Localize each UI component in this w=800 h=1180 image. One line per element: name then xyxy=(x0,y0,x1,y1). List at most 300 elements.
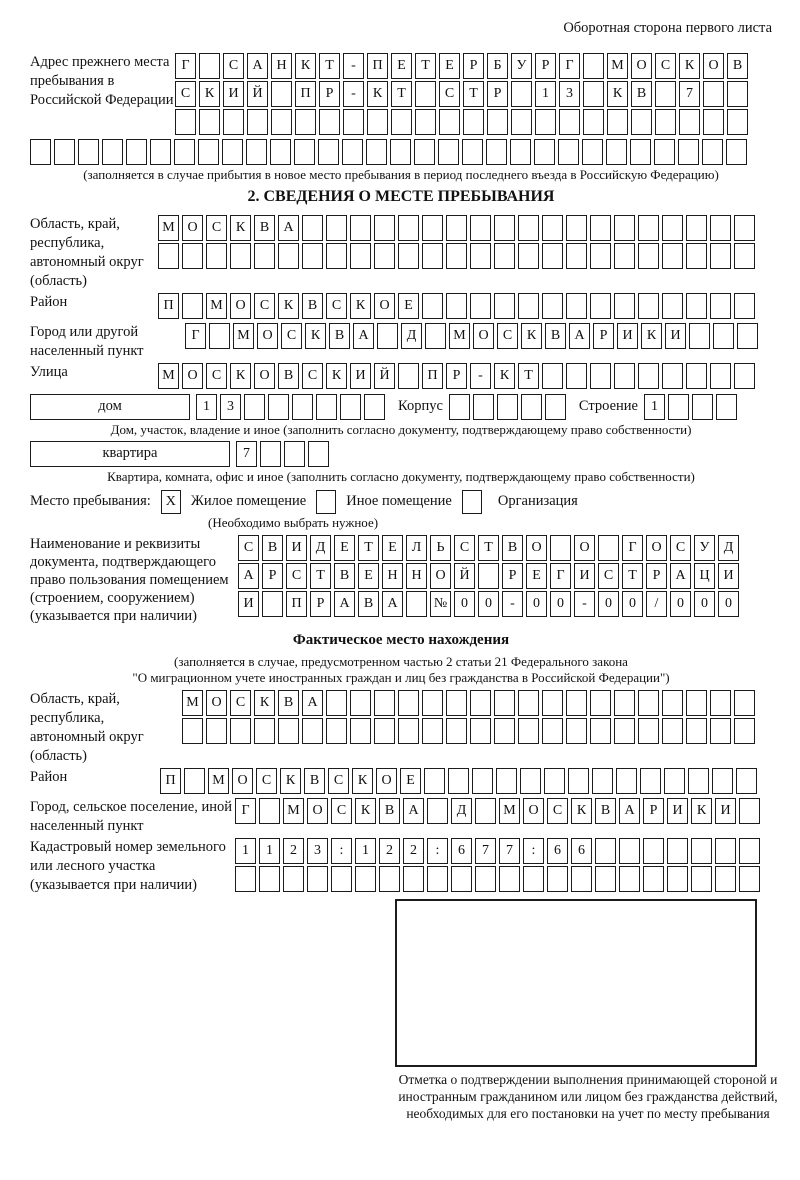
char-box xyxy=(542,243,563,269)
char-box: О xyxy=(230,293,251,319)
char-box xyxy=(710,718,731,744)
char-box: Р xyxy=(446,363,467,389)
char-box xyxy=(734,718,755,744)
char-box: А xyxy=(670,563,691,589)
cadastral-row-2 xyxy=(235,866,763,892)
actual-location-caption-1: (заполняется в случае, предусмотренном частью 2 статьи 21 Федерального закона xyxy=(174,654,628,669)
char-box xyxy=(655,109,676,135)
char-box xyxy=(547,866,568,892)
char-box: Р xyxy=(310,591,331,617)
char-box: Т xyxy=(319,53,340,79)
char-box: С xyxy=(670,535,691,561)
char-box xyxy=(739,866,760,892)
char-box: А xyxy=(619,798,640,824)
char-box: Е xyxy=(398,293,419,319)
char-box xyxy=(294,139,315,165)
char-box: К xyxy=(494,363,515,389)
char-box xyxy=(619,866,640,892)
char-box xyxy=(230,718,251,744)
char-box xyxy=(174,139,195,165)
char-box xyxy=(559,109,580,135)
char-box: П xyxy=(367,53,388,79)
char-box: Р xyxy=(463,53,484,79)
char-box xyxy=(518,243,539,269)
char-box xyxy=(739,798,760,824)
char-box: Д xyxy=(401,323,422,349)
char-box xyxy=(268,394,289,420)
char-box xyxy=(640,768,661,794)
char-box: О xyxy=(631,53,652,79)
char-box: А xyxy=(382,591,403,617)
stamp-area-box xyxy=(395,899,757,1067)
char-box: С xyxy=(547,798,568,824)
char-box xyxy=(199,53,220,79)
char-box xyxy=(689,323,710,349)
char-box xyxy=(686,363,707,389)
char-box xyxy=(478,563,499,589)
char-box xyxy=(496,768,517,794)
char-box xyxy=(364,394,385,420)
document-row-2 xyxy=(238,563,742,589)
char-box xyxy=(438,139,459,165)
page-side-note: Оборотная сторона первого листа xyxy=(563,20,772,36)
char-box: К xyxy=(607,81,628,107)
char-box xyxy=(566,363,587,389)
char-box xyxy=(590,690,611,716)
char-box xyxy=(590,293,611,319)
char-box xyxy=(439,109,460,135)
char-box xyxy=(595,866,616,892)
char-box xyxy=(342,139,363,165)
korpus-label: Корпус xyxy=(398,398,443,414)
cadastral-row-1 xyxy=(235,838,763,864)
char-box xyxy=(510,139,531,165)
char-box xyxy=(542,363,563,389)
char-box xyxy=(182,718,203,744)
char-box xyxy=(427,866,448,892)
actual-region-rows xyxy=(182,690,758,746)
char-box: И xyxy=(238,591,259,617)
char-box xyxy=(391,109,412,135)
char-box xyxy=(350,718,371,744)
char-box xyxy=(643,866,664,892)
char-box: Р xyxy=(502,563,523,589)
char-box xyxy=(451,866,472,892)
char-box xyxy=(598,535,619,561)
char-box: А xyxy=(278,215,299,241)
char-box: Б xyxy=(487,53,508,79)
cadastral-label: Кадастровый номер земельного или лесного участка (указывается при наличии) xyxy=(30,839,226,893)
actual-location-captions xyxy=(30,654,772,686)
char-box: Р xyxy=(262,563,283,589)
char-box xyxy=(710,690,731,716)
char-box xyxy=(292,394,313,420)
char-box xyxy=(583,109,604,135)
apartment-row xyxy=(30,440,772,467)
char-box: В xyxy=(595,798,616,824)
char-box xyxy=(535,109,556,135)
checkbox-other-premises xyxy=(316,490,336,514)
char-box xyxy=(716,394,737,420)
char-box xyxy=(686,718,707,744)
char-box: : xyxy=(523,838,544,864)
char-box: М xyxy=(206,293,227,319)
char-box: О xyxy=(376,768,397,794)
char-box xyxy=(206,243,227,269)
char-box xyxy=(679,109,700,135)
char-box: П xyxy=(158,293,179,319)
char-box: С xyxy=(497,323,518,349)
char-box: 2 xyxy=(283,838,304,864)
document-label: Наименование и реквизиты документа, подтверждающего право пользования помещением (строением, сооружением) (указывается при наличии) xyxy=(30,536,229,624)
field-actual-district xyxy=(30,768,772,796)
char-box: С xyxy=(439,81,460,107)
char-box xyxy=(350,243,371,269)
char-box: К xyxy=(254,690,275,716)
char-box: О xyxy=(646,535,667,561)
char-box xyxy=(262,591,283,617)
char-box xyxy=(209,323,230,349)
char-box: 3 xyxy=(559,81,580,107)
char-box: - xyxy=(574,591,595,617)
char-box xyxy=(422,243,443,269)
char-box: 1 xyxy=(644,394,665,420)
char-box xyxy=(521,394,542,420)
char-box xyxy=(662,718,683,744)
field-previous-address xyxy=(30,53,772,137)
stay-type-note: (Необходимо выбрать нужное) xyxy=(208,515,379,530)
char-box xyxy=(270,139,291,165)
char-box: С xyxy=(598,563,619,589)
char-box: И xyxy=(715,798,736,824)
char-box xyxy=(473,394,494,420)
checkbox-residential: X xyxy=(161,490,181,514)
char-box: - xyxy=(343,81,364,107)
char-box: О xyxy=(473,323,494,349)
previous-address-row-4 xyxy=(30,139,772,165)
char-box xyxy=(449,394,470,420)
char-box xyxy=(318,139,339,165)
char-box: О xyxy=(574,535,595,561)
char-box: П xyxy=(160,768,181,794)
char-box xyxy=(631,109,652,135)
char-box xyxy=(271,81,292,107)
char-box: 6 xyxy=(451,838,472,864)
char-box: 1 xyxy=(535,81,556,107)
char-box xyxy=(542,215,563,241)
char-box xyxy=(734,293,755,319)
char-box xyxy=(150,139,171,165)
city-row xyxy=(185,323,761,349)
char-box: Т xyxy=(622,563,643,589)
char-box: В xyxy=(379,798,400,824)
field-street xyxy=(30,363,772,391)
char-box: М xyxy=(449,323,470,349)
char-box xyxy=(497,394,518,420)
field-actual-region xyxy=(30,690,772,766)
char-box xyxy=(367,109,388,135)
char-box xyxy=(470,293,491,319)
char-box: А xyxy=(334,591,355,617)
char-box xyxy=(703,81,724,107)
char-box: В xyxy=(262,535,283,561)
char-box xyxy=(355,866,376,892)
char-box xyxy=(222,139,243,165)
char-box xyxy=(643,838,664,864)
previous-address-caption: (заполняется в случае прибытия в новое место пребывания в период последнего въезда в Российскую Федерацию) xyxy=(83,167,719,182)
char-box: В xyxy=(631,81,652,107)
char-box xyxy=(414,139,435,165)
char-box: О xyxy=(206,690,227,716)
char-box: С xyxy=(281,323,302,349)
char-box xyxy=(302,243,323,269)
char-box xyxy=(278,718,299,744)
char-box xyxy=(377,323,398,349)
char-box xyxy=(494,215,515,241)
previous-address-row-2 xyxy=(175,81,751,107)
char-box: С xyxy=(326,293,347,319)
char-box: К xyxy=(230,363,251,389)
char-box xyxy=(692,394,713,420)
char-box xyxy=(446,718,467,744)
char-box: № xyxy=(430,591,451,617)
house-type-cell: дом xyxy=(30,394,190,420)
char-box: И xyxy=(617,323,638,349)
char-box xyxy=(655,81,676,107)
char-box: С xyxy=(286,563,307,589)
char-box: О xyxy=(523,798,544,824)
char-box xyxy=(30,139,51,165)
char-box: О xyxy=(182,215,203,241)
char-box xyxy=(686,293,707,319)
district-label: Район xyxy=(30,294,68,310)
stay-type-label: Место пребывания: xyxy=(30,493,151,509)
char-box xyxy=(244,394,265,420)
char-box: Ц xyxy=(694,563,715,589)
char-box xyxy=(406,591,427,617)
char-box: 0 xyxy=(622,591,643,617)
char-box xyxy=(638,293,659,319)
char-box xyxy=(499,866,520,892)
char-box: С xyxy=(331,798,352,824)
char-box xyxy=(246,139,267,165)
char-box xyxy=(715,866,736,892)
char-box: Р xyxy=(643,798,664,824)
char-box xyxy=(542,718,563,744)
char-box xyxy=(566,293,587,319)
char-box xyxy=(494,718,515,744)
char-box: Г xyxy=(622,535,643,561)
char-box xyxy=(678,139,699,165)
char-box xyxy=(686,690,707,716)
char-box xyxy=(343,109,364,135)
char-box: 0 xyxy=(694,591,715,617)
field-actual-city xyxy=(30,798,772,836)
char-box xyxy=(614,718,635,744)
char-box xyxy=(518,215,539,241)
char-box: Т xyxy=(391,81,412,107)
char-box: В xyxy=(278,690,299,716)
char-box: С xyxy=(655,53,676,79)
char-box xyxy=(446,690,467,716)
char-box xyxy=(175,109,196,135)
char-box: К xyxy=(691,798,712,824)
char-box xyxy=(340,394,361,420)
char-box xyxy=(415,109,436,135)
char-box xyxy=(235,866,256,892)
char-box xyxy=(198,139,219,165)
char-box xyxy=(542,293,563,319)
region-label: Область, край, республика, автономный округ (область) xyxy=(30,216,144,289)
char-box: В xyxy=(329,323,350,349)
field-region xyxy=(30,215,772,291)
char-box xyxy=(422,215,443,241)
option-other-premises-label: Иное помещение xyxy=(346,493,452,509)
document-row-3 xyxy=(238,591,742,617)
char-box xyxy=(462,139,483,165)
char-box xyxy=(667,866,688,892)
char-box xyxy=(319,109,340,135)
char-box: В xyxy=(302,293,323,319)
char-box xyxy=(425,323,446,349)
char-box xyxy=(463,109,484,135)
char-box xyxy=(734,243,755,269)
char-box: 0 xyxy=(478,591,499,617)
char-box xyxy=(630,139,651,165)
char-box xyxy=(686,243,707,269)
char-box: Г xyxy=(235,798,256,824)
actual-region-label: Область, край, республика, автономный округ (область) xyxy=(30,691,144,764)
korpus-boxes xyxy=(449,394,569,420)
char-box xyxy=(518,690,539,716)
char-box: - xyxy=(502,591,523,617)
char-box: / xyxy=(646,591,667,617)
char-box: 0 xyxy=(550,591,571,617)
char-box xyxy=(259,866,280,892)
char-box xyxy=(734,215,755,241)
char-box: - xyxy=(343,53,364,79)
char-box: К xyxy=(350,293,371,319)
char-box xyxy=(590,243,611,269)
char-box: 1 xyxy=(235,838,256,864)
char-box xyxy=(326,215,347,241)
char-box: 1 xyxy=(196,394,217,420)
char-box xyxy=(686,215,707,241)
char-box xyxy=(520,768,541,794)
char-box: Т xyxy=(415,53,436,79)
char-box: Е xyxy=(382,535,403,561)
char-box xyxy=(712,768,733,794)
char-box: А xyxy=(238,563,259,589)
char-box: О xyxy=(254,363,275,389)
char-box: П xyxy=(295,81,316,107)
char-box: А xyxy=(403,798,424,824)
char-box: К xyxy=(571,798,592,824)
char-box xyxy=(607,109,628,135)
char-box: В xyxy=(727,53,748,79)
char-box: 3 xyxy=(307,838,328,864)
char-box: К xyxy=(230,215,251,241)
char-box: В xyxy=(254,215,275,241)
char-box: И xyxy=(350,363,371,389)
char-box: Н xyxy=(406,563,427,589)
region-row-1 xyxy=(158,215,758,241)
actual-city-row xyxy=(235,798,763,824)
char-box xyxy=(446,243,467,269)
char-box xyxy=(739,838,760,864)
previous-address-rows xyxy=(175,53,751,137)
char-box: С xyxy=(256,768,277,794)
char-box: М xyxy=(499,798,520,824)
char-box xyxy=(667,838,688,864)
street-row xyxy=(158,363,758,389)
char-box xyxy=(295,109,316,135)
char-box xyxy=(486,139,507,165)
char-box: С xyxy=(238,535,259,561)
char-box xyxy=(566,215,587,241)
char-box xyxy=(734,363,755,389)
char-box xyxy=(710,215,731,241)
apartment-caption: Квартира, комната, офис и иное (заполнить согласно документу, подтверждающему право собственности) xyxy=(107,469,695,484)
char-box xyxy=(583,81,604,107)
char-box: К xyxy=(305,323,326,349)
char-box xyxy=(638,215,659,241)
char-box: Т xyxy=(310,563,331,589)
char-box xyxy=(422,718,443,744)
char-box xyxy=(470,243,491,269)
char-box xyxy=(283,866,304,892)
actual-district-label: Район xyxy=(30,769,68,785)
char-box xyxy=(614,690,635,716)
char-box: М xyxy=(158,215,179,241)
char-box: У xyxy=(694,535,715,561)
char-box: 0 xyxy=(454,591,475,617)
char-box xyxy=(727,109,748,135)
char-box xyxy=(54,139,75,165)
street-label: Улица xyxy=(30,364,68,380)
char-box xyxy=(726,139,747,165)
char-box xyxy=(737,323,758,349)
char-box: 7 xyxy=(679,81,700,107)
char-box: О xyxy=(374,293,395,319)
char-box: 6 xyxy=(547,838,568,864)
char-box: 6 xyxy=(571,838,592,864)
char-box: Е xyxy=(400,768,421,794)
char-box xyxy=(126,139,147,165)
char-box: Г xyxy=(550,563,571,589)
checkbox-organization xyxy=(462,490,482,514)
char-box: Г xyxy=(559,53,580,79)
char-box: 0 xyxy=(598,591,619,617)
stay-type-row xyxy=(30,489,772,514)
char-box: В xyxy=(304,768,325,794)
char-box: П xyxy=(286,591,307,617)
char-box xyxy=(158,243,179,269)
char-box xyxy=(592,768,613,794)
char-box xyxy=(326,718,347,744)
char-box xyxy=(487,109,508,135)
char-box xyxy=(470,718,491,744)
char-box xyxy=(260,441,281,467)
cadastral-rows xyxy=(235,838,763,894)
char-box: У xyxy=(511,53,532,79)
char-box xyxy=(566,718,587,744)
char-box xyxy=(374,243,395,269)
char-box xyxy=(638,363,659,389)
char-box xyxy=(583,53,604,79)
char-box xyxy=(182,293,203,319)
char-box xyxy=(614,363,635,389)
